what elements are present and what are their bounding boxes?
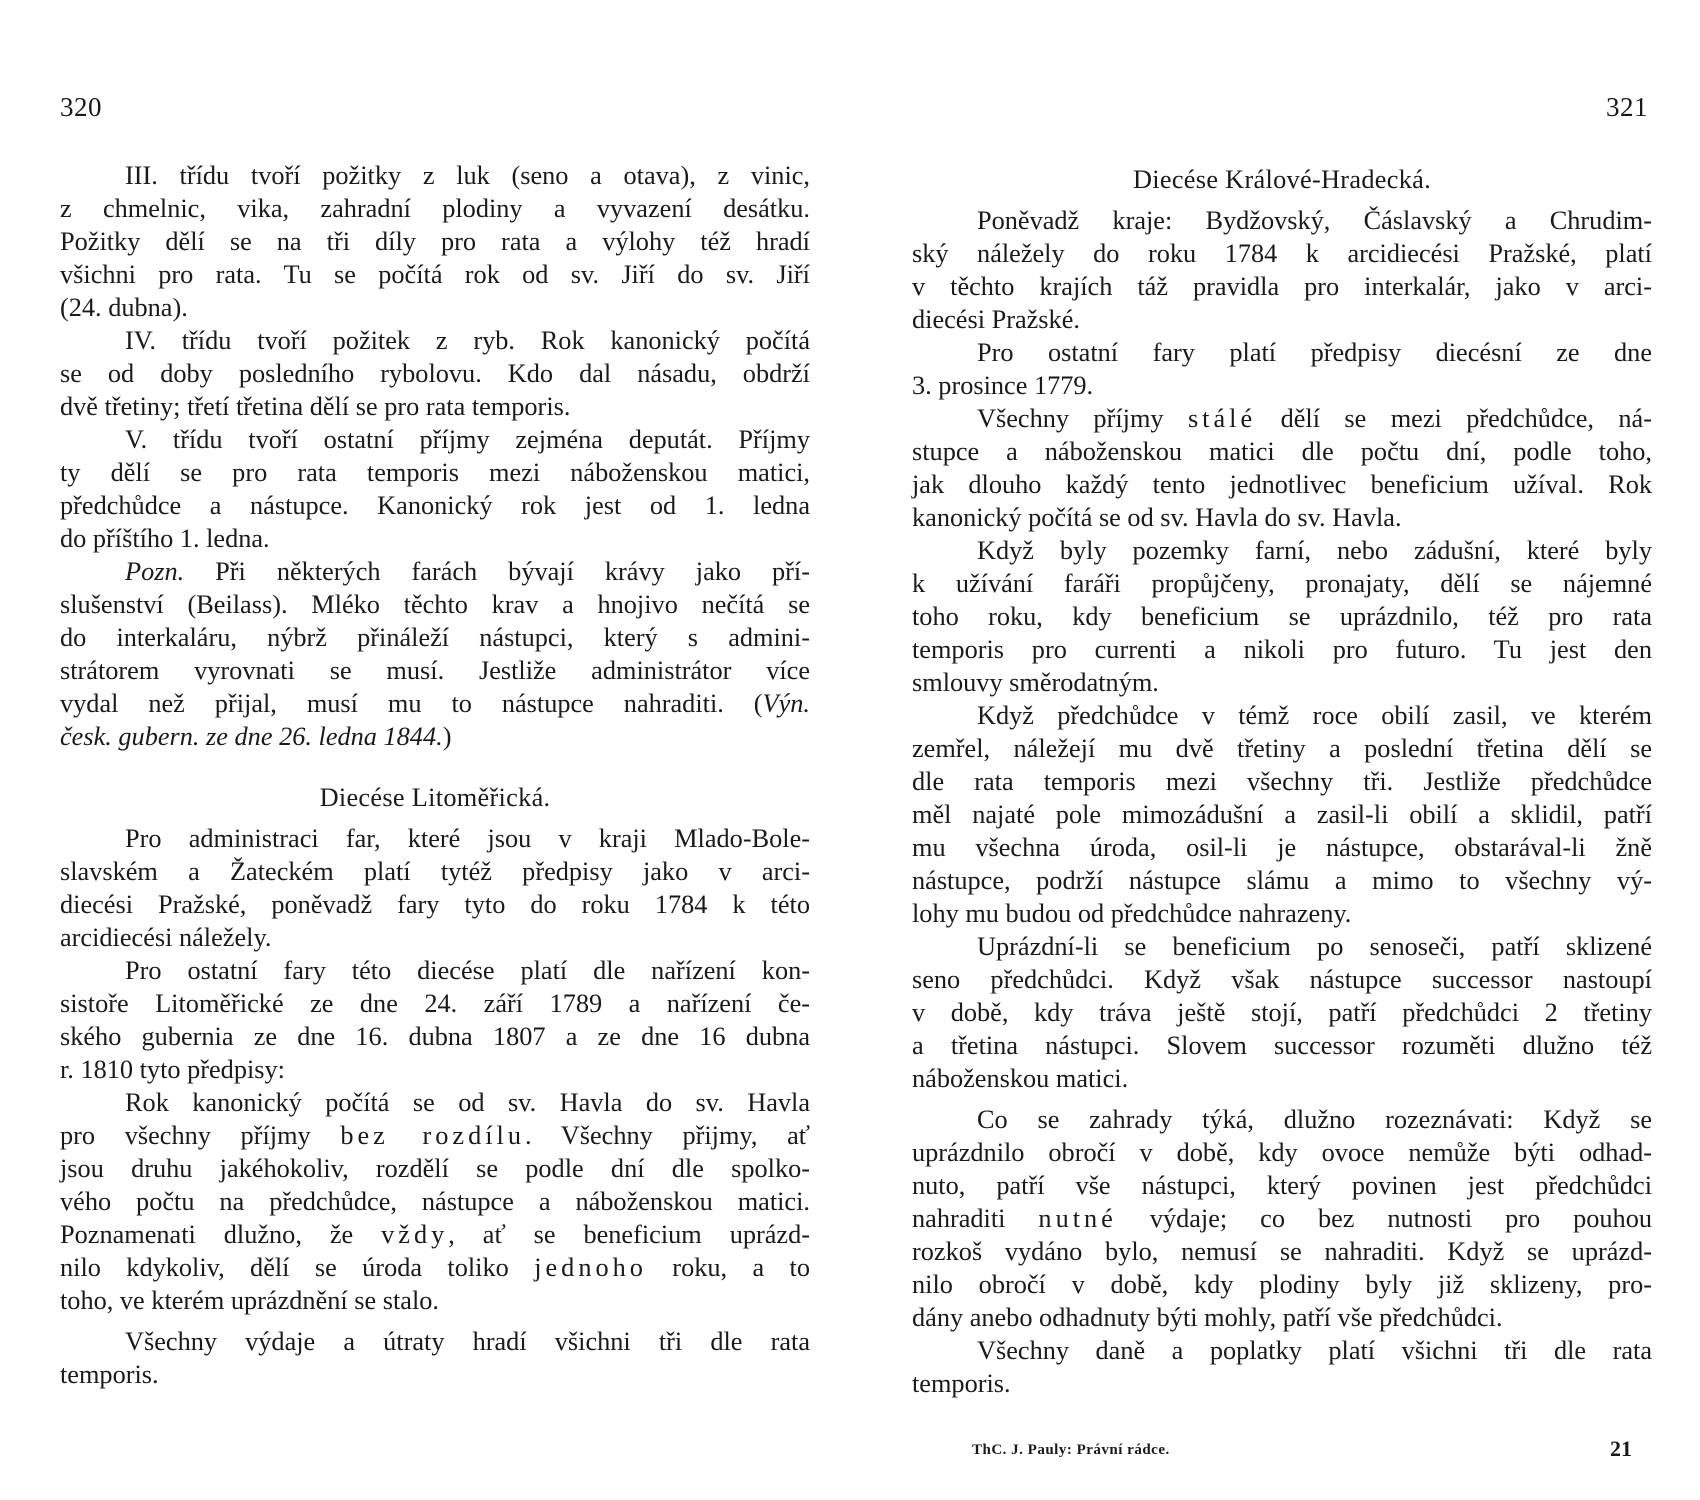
text-line: IV. třídu tvoří požitek z ryb. Rok kanonický počítá: [125, 326, 810, 355]
text-line: předchůdce a nástupce. Kanonický rok jest od 1. ledna: [60, 491, 810, 520]
text-line: jak dlouho každý tento jednotlivec beneficium užíval. Rok: [912, 470, 1652, 499]
text-line: Všechny daně a poplatky platí všichni tři dle rata: [977, 1336, 1652, 1365]
text-line: 3. prosince 1779.: [912, 371, 1094, 400]
text-line: temporis pro currenti a nikoli pro futuro. Tu jest den: [912, 635, 1652, 664]
text-line: nástupce, podrží nástupce slámu a mimo to všechny vý-: [912, 866, 1652, 895]
text-line: zemřel, náležejí mu dvě třetiny a poslední třetina dělí se: [912, 734, 1652, 763]
text-line: Když předchůdce v témž roce obilí zasil, ve kterém: [977, 701, 1652, 730]
citation-text: vydal než přijal, musí mu to nástupce nahraditi. (: [60, 689, 763, 718]
text-line: všichni pro rata. Tu se počítá rok od sv. Jiří do sv. Jiří: [60, 260, 810, 289]
emphasis-text: vždy: [381, 1220, 449, 1249]
text-segment: roku, a to: [646, 1253, 810, 1282]
text-line: Rok kanonický počítá se od sv. Havla do sv. Havla: [125, 1088, 810, 1117]
text-line: diecési Pražské.: [912, 305, 1080, 334]
text-line: toho, ve kterém uprázdnění se stalo.: [60, 1286, 439, 1315]
text-line: [60, 1119, 810, 1152]
text-line: k užívání faráři propůjčeny, pronajaty, dělí se nájemné: [912, 569, 1652, 598]
text-line: a třetina nástupci. Slovem successor rozuměti dlužno též: [912, 1031, 1652, 1060]
text-line: seno předchůdci. Když však nástupce successor nastoupí: [912, 965, 1652, 994]
section-heading: Diecése Králové-Hradecká.: [1132, 165, 1432, 194]
text-line: V. třídu tvoří ostatní příjmy zejména deputát. Příjmy: [125, 425, 810, 454]
section-heading: Diecése Litoměřická.: [319, 783, 551, 812]
text-line: III. třídu tvoří požitky z luk (seno a otava), z vinic,: [125, 161, 810, 190]
text-line: ský náležely do roku 1784 k arcidiecési Pražské, platí: [912, 239, 1652, 268]
text-segment: . Všechny přijmy, ať: [525, 1121, 810, 1150]
text-line: nuto, patří vše nástupci, který povinen jest předchůdci: [912, 1171, 1652, 1200]
note-label: Pozn.: [125, 557, 185, 586]
text-segment: nahraditi: [912, 1204, 1039, 1233]
text-line: dle rata temporis mezi všechny tři. Jestliže předchůdce: [912, 767, 1652, 796]
text-line: mu všechna úroda, osil-li je nástupce, obstarával-li žně: [912, 833, 1652, 862]
text-line: r. 1810 tyto předpisy:: [60, 1055, 285, 1084]
citation-italic: česk. gubern. ze dne 26. ledna 1844.: [60, 722, 443, 751]
text-line: náboženskou matici.: [912, 1064, 1129, 1093]
spacer: [912, 196, 1652, 204]
text-line: strátorem vyrovnati se musí. Jestliže administrátor více: [60, 656, 810, 685]
note-text: Při některých farách bývají krávy jako pří-: [184, 557, 810, 586]
text-line: Všechny výdaje a útraty hradí všichni tři dle rata: [125, 1327, 810, 1356]
text-line: se od doby posledního rybolovu. Kdo dal násadu, obdrží: [60, 359, 810, 388]
text-segment: Všechny příjmy: [977, 404, 1188, 433]
text-segment: výdaje; co bez nutnosti pro pouhou: [1116, 1204, 1652, 1233]
text-line: do příštího 1. ledna.: [60, 524, 270, 553]
right-page: [850, 0, 1700, 1500]
footer-signature-mark: 21: [1610, 1436, 1632, 1461]
emphasis-text: stálé: [1187, 404, 1257, 433]
text-line: rozkoš vydáno bylo, nemusí se nahraditi. Když se uprázd-: [912, 1237, 1652, 1266]
text-line: Když byly pozemky farní, nebo zádušní, které byly: [977, 536, 1652, 565]
right-page-text: [912, 163, 1652, 1400]
text-line: ty dělí se pro rata temporis mezi náboženskou matici,: [60, 458, 810, 487]
text-line: temporis.: [912, 1369, 1011, 1398]
text-line: Co se zahrady týká, dlužno rozeznávati: Když se: [977, 1105, 1652, 1134]
text-line: Pro ostatní fary platí předpisy diecésní ze dne: [977, 338, 1652, 367]
text-line: vého počtu na předchůdce, nástupce a náboženskou matici.: [60, 1187, 810, 1216]
citation-line: [60, 720, 810, 753]
emphasis-text: nutné: [1038, 1204, 1117, 1233]
text-line: diecési Pražské, poněvadž fary tyto do roku 1784 k této: [60, 890, 810, 919]
text-line: Uprázdní-li se beneficium po senoseči, patří sklizené: [977, 932, 1652, 961]
text-line: smlouvy směrodatným.: [912, 668, 1159, 697]
text-line: lohy mu budou od předchůdce nahrazeny.: [912, 899, 1352, 928]
text-line: v těchto krajích táž pravidla pro interkalár, jako v arci-: [912, 272, 1652, 301]
text-line: [912, 1202, 1652, 1235]
text-line: arcidiecési náležely.: [60, 923, 272, 952]
text-line: Poněvadž kraje: Bydžovský, Čáslavský a Chrudim-: [977, 206, 1652, 235]
text-segment: dělí se mezi předchůdce, ná-: [1256, 404, 1652, 433]
page-number-left: 320: [60, 92, 102, 122]
text-line: z chmelnic, vika, zahradní plodiny a vyvazení desátku.: [60, 194, 810, 223]
text-line: Pro ostatní fary této diecése platí dle nařízení kon-: [125, 956, 810, 985]
text-line: [60, 1251, 810, 1284]
text-line: sistoře Litoměřické ze dne 24. září 1789 a nařízení če-: [60, 989, 810, 1018]
text-line: nilo obročí v době, kdy plodiny byly již sklizeny, pro-: [912, 1270, 1652, 1299]
text-line: ského gubernia ze dne 16. dubna 1807 a ze dne 16 dubna: [60, 1022, 810, 1051]
spacer: [60, 1317, 810, 1325]
text-line: v době, kdy tráva ještě stojí, patří předchůdci 2 třetiny: [912, 998, 1652, 1027]
text-line: jsou druhu jakéhokoliv, rozdělí se podle dní dle spolko-: [60, 1154, 810, 1183]
text-line: Pro administraci far, které jsou v kraji Mlado-Bole-: [125, 824, 810, 853]
text-line: (24. dubna).: [60, 293, 188, 322]
emphasis-text: bez rozdílu: [340, 1121, 525, 1150]
text-line: uprázdnilo obročí v době, kdy ovoce nemůže býti odhad-: [912, 1138, 1652, 1167]
text-segment: Poznamenati dlužno, že: [60, 1220, 382, 1249]
emphasis-text: jednoho: [534, 1253, 647, 1282]
left-page-text: [60, 159, 810, 1391]
text-line: toho roku, kdy beneficium se uprázdnilo, též pro rata: [912, 602, 1652, 631]
text-line: Požitky dělí se na tři díly pro rata a výlohy též hradí: [60, 227, 810, 256]
citation-line: [60, 687, 810, 720]
text-line: slušenství (Beilass). Mléko těchto krav a hnojivo nečítá se: [60, 590, 810, 619]
text-segment: , ať se beneficium uprázd-: [448, 1220, 810, 1249]
page-footer: [912, 1436, 1632, 1464]
text-line: kanonický počítá se od sv. Havla do sv. Havla.: [912, 503, 1402, 532]
text-line: temporis.: [60, 1360, 159, 1389]
text-line: do interkaláru, nýbrž přináleží nástupci, který s admini-: [60, 623, 810, 652]
footer-author: ThC. J. Pauly: Právní rádce.: [972, 1442, 1170, 1458]
text-line: stupce a náboženskou matici dle počtu dní, podle toho,: [912, 437, 1652, 466]
text-line: slavském a Žateckém platí tytéž předpisy jako v arci-: [60, 857, 810, 886]
text-segment: nilo kdykoliv, dělí se úroda toliko: [60, 1253, 535, 1282]
page-number-right: 321: [1606, 92, 1648, 122]
text-line: [912, 402, 1652, 435]
spacer: [912, 1095, 1652, 1103]
citation-close: ): [442, 722, 452, 751]
citation-italic: Výn.: [762, 689, 810, 718]
spacer: [60, 753, 810, 781]
text-segment: pro všechny příjmy: [60, 1121, 341, 1150]
spacer: [60, 814, 810, 822]
text-line: [60, 1218, 810, 1251]
text-line: měl najaté pole mimozádušní a zasil-li obilí a sklidil, patří: [912, 800, 1652, 829]
text-line: dvě třetiny; třetí třetina dělí se pro rata temporis.: [60, 392, 571, 421]
note-line: [60, 555, 810, 588]
text-line: dány anebo odhadnuty býti mohly, patří vše předchůdci.: [912, 1303, 1503, 1332]
